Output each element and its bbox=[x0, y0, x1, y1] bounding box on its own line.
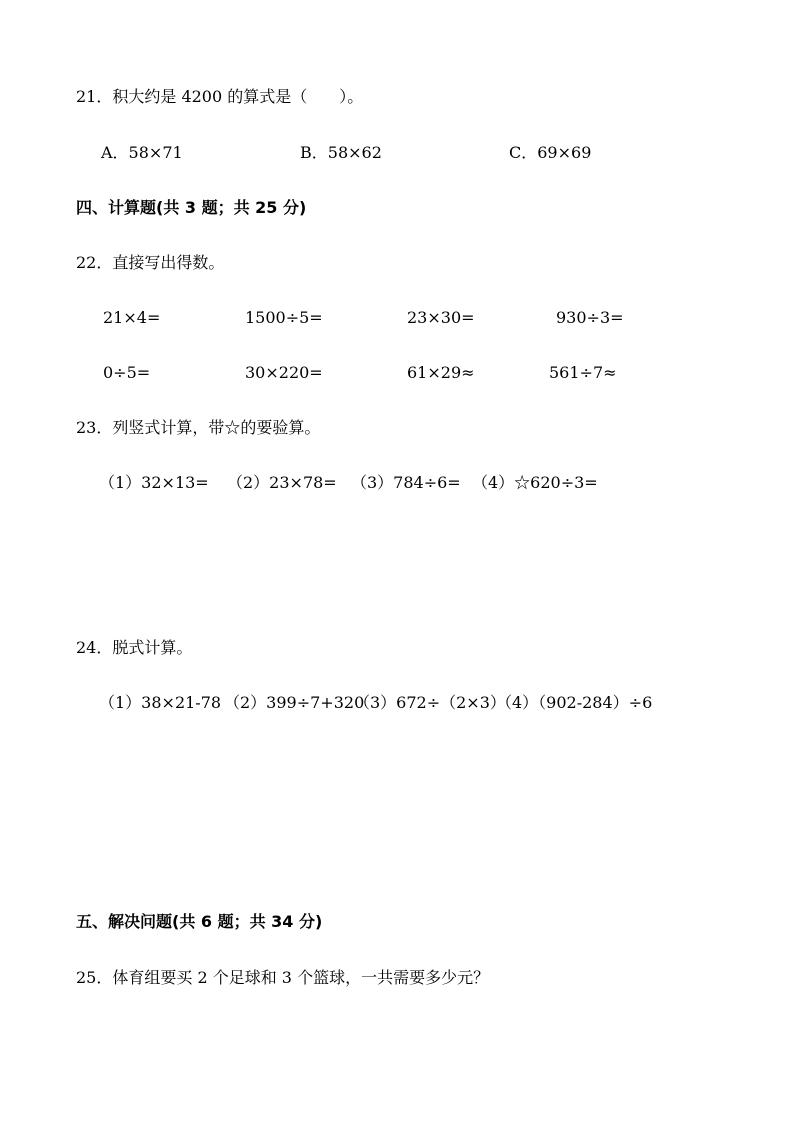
question-23-stem: 23．列竖式计算，带☆的要验算。 bbox=[76, 418, 321, 437]
q22-item-5: 0÷5= bbox=[103, 363, 151, 382]
question-22-stem: 22．直接写出得数。 bbox=[76, 253, 225, 272]
section-5-heading: 五、解决问题(共 6 题；共 34 分) bbox=[76, 912, 323, 931]
q22-item-4: 930÷3= bbox=[556, 308, 624, 327]
q24-item-2: （2）399÷7+320 bbox=[224, 693, 365, 712]
q22-item-6: 30×220= bbox=[245, 363, 323, 382]
q24-item-1: （1）38×21-78 bbox=[99, 693, 222, 712]
q22-item-3: 23×30= bbox=[407, 308, 475, 327]
q22-item-7: 61×29≈ bbox=[407, 363, 475, 382]
q22-item-8: 561÷7≈ bbox=[549, 363, 617, 382]
q23-item-2: （2）23×78= bbox=[227, 473, 337, 492]
question-21-option-c: C．69×69 bbox=[509, 143, 592, 162]
q24-item-4: （4）（902-284）÷6 bbox=[496, 693, 653, 712]
q23-item-1: （1）32×13= bbox=[99, 473, 209, 492]
question-21-option-b: B．58×62 bbox=[300, 143, 382, 162]
q23-item-4: （4）☆620÷3= bbox=[472, 473, 598, 492]
question-24-stem: 24．脱式计算。 bbox=[76, 638, 193, 657]
q22-item-1: 21×4= bbox=[103, 308, 161, 327]
q22-item-2: 1500÷5= bbox=[245, 308, 323, 327]
q23-item-3: （3）784÷6= bbox=[351, 473, 461, 492]
q24-item-3: （3）672÷（2×3） bbox=[354, 693, 506, 712]
question-21-option-a: A．58×71 bbox=[101, 143, 183, 162]
question-21-stem: 21．积大约是 4200 的算式是（ ）。 bbox=[76, 87, 364, 106]
section-4-heading: 四、计算题(共 3 题；共 25 分) bbox=[76, 198, 307, 217]
question-25-stem: 25．体育组要买 2 个足球和 3 个篮球，一共需要多少元？ bbox=[76, 968, 490, 987]
